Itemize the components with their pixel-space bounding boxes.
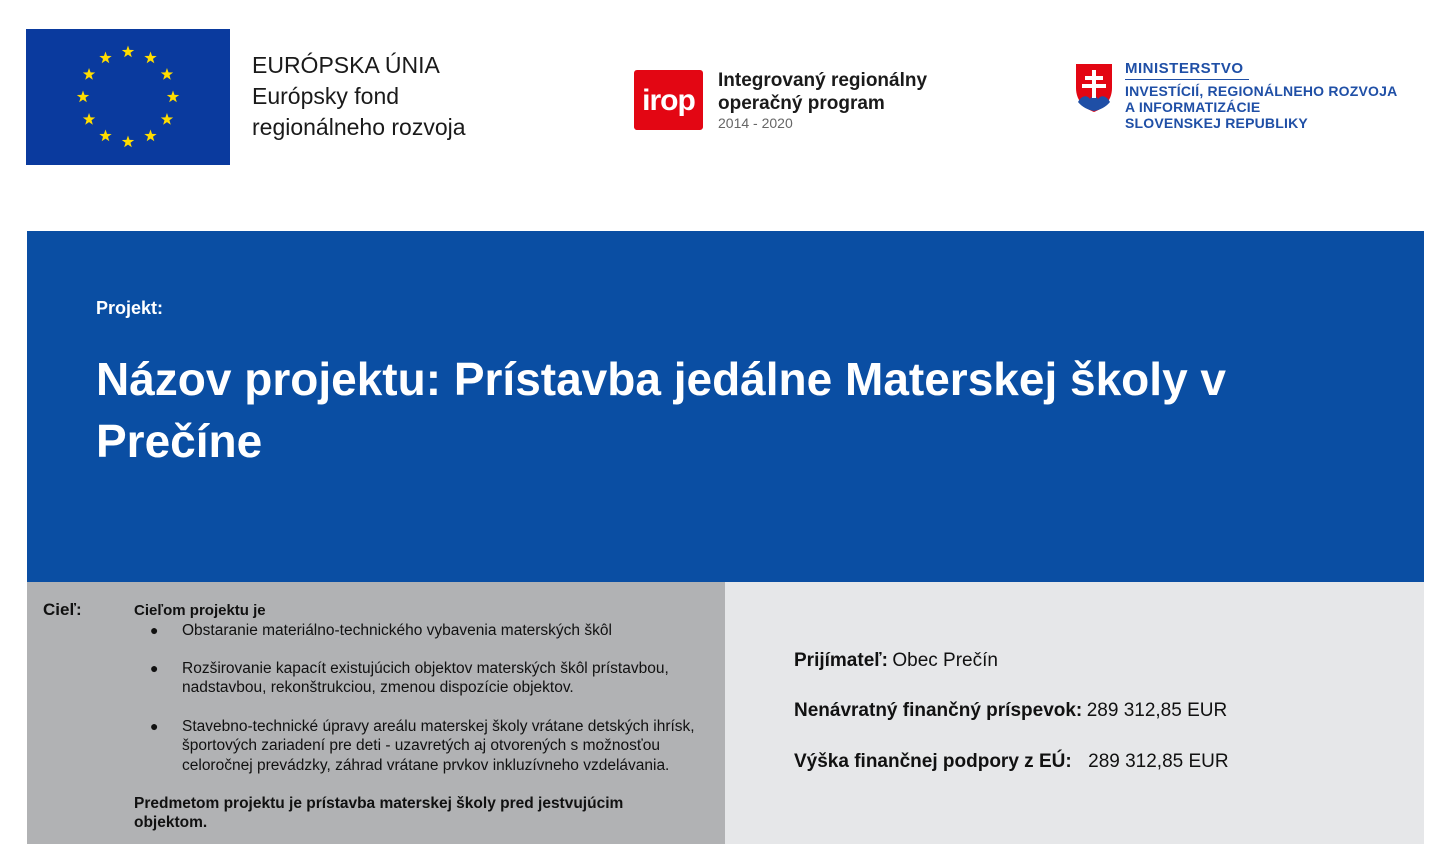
eu-star-icon <box>144 129 156 141</box>
ministry-heading: MINISTERSTVO <box>1125 60 1244 77</box>
eu-flag-logo <box>26 29 230 165</box>
irop-line-2: operačný program <box>718 93 885 114</box>
eu-star-icon <box>99 129 111 141</box>
bullet-dot-icon: ● <box>150 718 159 734</box>
eu-star-icon <box>144 52 156 64</box>
irop-line-1: Integrovaný regionálny <box>718 70 928 91</box>
goal-outro: Predmetom projektu je prístavba materskej školy pred jestvujúcim objektom. <box>134 795 624 831</box>
goal-label: Cieľ: <box>43 600 82 619</box>
eu-star-icon <box>122 136 134 148</box>
eu-star-icon <box>77 91 89 103</box>
grant-value: 289 312,85 EUR <box>1086 700 1228 721</box>
eu-support-value: 289 312,85 EUR <box>1088 751 1229 772</box>
project-label: Projekt: <box>96 298 164 318</box>
eu-stars-icon <box>26 29 230 165</box>
eu-support-row <box>794 751 1229 773</box>
eu-star-icon <box>99 52 111 64</box>
ministry-line-2: A INFORMATIZÁCIE <box>1125 99 1261 115</box>
project-title: Názov projektu: Prístavba jedálne Materskej školy v Prečíne <box>96 353 1227 467</box>
grant-row <box>794 700 1227 722</box>
eu-star-icon <box>161 68 173 80</box>
goal-bullet-3: Stavebno-technické úpravy areálu materskej školy vrátane detských ihrísk, športových zariadení pre deti - uzavretých aj otvorených s možnosťou celoročnej prevádzky, záhrad vrátane prvkov inkluzívneho vzdelávania. <box>182 718 695 774</box>
ministry-logo-text <box>1125 60 1397 131</box>
eu-line-3: regionálneho rozvoja <box>252 114 466 140</box>
irop-years: 2014 - 2020 <box>718 115 793 131</box>
irop-logo-mark <box>634 70 703 130</box>
eu-line-1: EURÓPSKA ÚNIA <box>252 52 440 78</box>
recipient-row <box>794 650 998 672</box>
recipient-value: Obec Prečín <box>892 650 998 671</box>
ministry-line-3: SLOVENSKEJ REPUBLIKY <box>1125 115 1308 131</box>
irop-logo-text <box>718 69 927 132</box>
eu-star-icon <box>83 113 95 125</box>
recipient-label: Prijímateľ: <box>794 650 888 671</box>
eu-star-icon <box>83 68 95 80</box>
eu-star-icon <box>122 46 134 58</box>
irop-mark-text: irop <box>642 84 695 117</box>
eu-line-2: Európsky fond <box>252 83 400 109</box>
ministry-line-1: INVESTÍCIÍ, REGIONÁLNEHO ROZVOJA <box>1125 83 1398 99</box>
goal-intro: Cieľom projektu je <box>134 602 266 619</box>
bullet-dot-icon: ● <box>150 622 159 638</box>
eu-star-icon <box>161 113 173 125</box>
eu-logo-text <box>252 50 466 143</box>
slovak-coat-of-arms-icon <box>1074 62 1114 114</box>
eu-support-label: Výška finančnej podpory z EÚ: <box>794 751 1072 772</box>
goal-bullet-2: Rozširovanie kapacít existujúcich objektov materských škôl prístavbou, nadstavbou, rekonštrukciou, zmenou dispozície objektov. <box>182 660 669 697</box>
goal-bullet-1: Obstaranie materiálno-technického vybavenia materských škôl <box>182 622 612 639</box>
ministry-divider <box>1125 79 1249 80</box>
bullet-dot-icon: ● <box>150 660 159 676</box>
grant-label: Nenávratný finančný príspevok: <box>794 700 1083 721</box>
eu-star-icon <box>167 91 179 103</box>
